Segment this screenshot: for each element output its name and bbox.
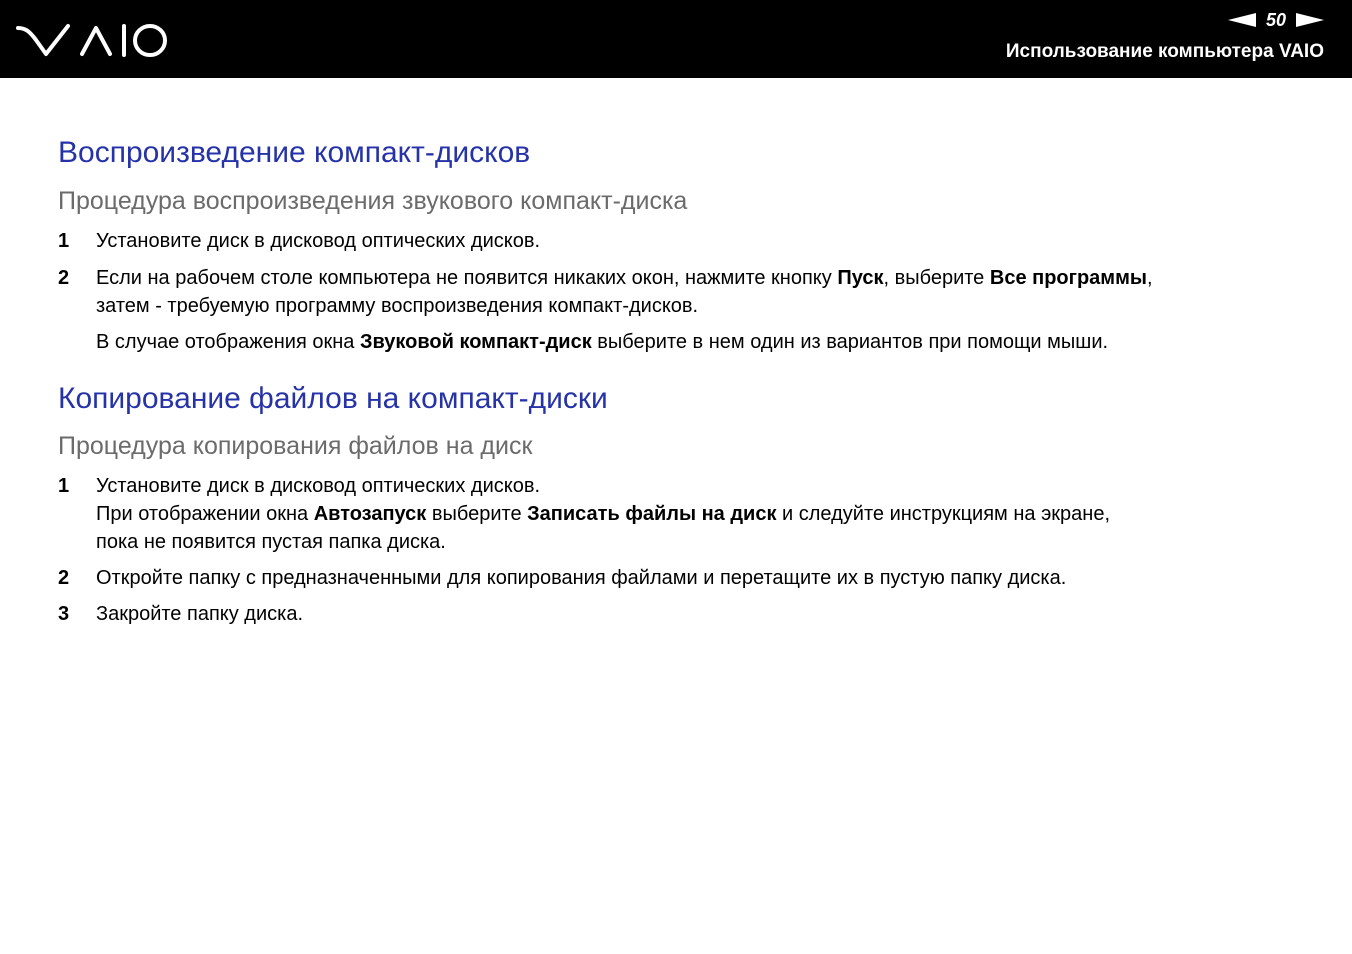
page-number: 50 — [1265, 10, 1286, 30]
step-line: пока не появится пустая папка диска. — [96, 531, 446, 553]
step-item — [58, 472, 1298, 556]
step-note — [58, 328, 1298, 356]
section-heading: Воспроизведение компакт-дисков — [58, 136, 531, 169]
step-line: затем - требуемую программу воспроизведения компакт-дисков. — [96, 295, 699, 317]
ui-term-audio-cd: Звуковой компакт-диск — [359, 331, 592, 353]
step-line: Если на рабочем столе компьютера не появится никаких окон, нажмите кнопку Пуск, выберите Все программы, — [96, 267, 1153, 289]
step-number: 3 — [58, 603, 70, 625]
page-navigation — [1228, 9, 1324, 31]
step-number: 1 — [58, 475, 70, 497]
step-text — [96, 472, 1298, 556]
step-item — [58, 564, 1298, 592]
step-line: При отображении окна Автозапуск выберите Записать файлы на диск и следуйте инструкциям на экране, — [96, 503, 1111, 525]
step-text — [96, 264, 1298, 320]
step-line: Откройте папку с предназначенными для копирования файлами и перетащите их в пустую папку диска. — [96, 567, 1067, 589]
step-line: Закройте папку диска. — [96, 603, 304, 625]
section-subheading: Процедура копирования файлов на диск — [58, 432, 533, 460]
previous-page-arrow-icon[interactable] — [1228, 13, 1256, 27]
step-item — [58, 264, 1298, 320]
step-text — [96, 600, 1298, 628]
step-item — [58, 600, 1298, 628]
step-line: В случае отображения окна Звуковой компакт-диск выберите в нем один из вариантов при помощи мыши. — [96, 331, 1109, 353]
step-number: 2 — [58, 567, 70, 589]
step-line: Установите диск в дисковод оптических дисков. — [96, 230, 541, 252]
step-item — [58, 227, 1298, 255]
step-line: Установите диск в дисковод оптических дисков. — [96, 475, 541, 497]
step-number: 1 — [58, 230, 70, 252]
step-text — [96, 564, 1298, 592]
step-text — [96, 227, 1298, 255]
ui-term-autoplay: Автозапуск — [313, 503, 427, 525]
vaio-logo — [16, 22, 170, 58]
ui-term-start: Пуск — [837, 267, 884, 289]
step-number: 2 — [58, 267, 70, 289]
step-text — [96, 328, 1298, 356]
header-title: Использование компьютера VAIO — [1005, 41, 1324, 62]
ui-term-all-programs: Все программы — [989, 267, 1147, 289]
section-subheading: Процедура воспроизведения звукового компакт-диска — [58, 187, 688, 215]
next-page-arrow-icon[interactable] — [1296, 13, 1324, 27]
page-header — [0, 0, 1352, 78]
section-heading: Копирование файлов на компакт-диски — [58, 382, 608, 415]
ui-term-burn-files: Записать файлы на диск — [527, 503, 777, 525]
